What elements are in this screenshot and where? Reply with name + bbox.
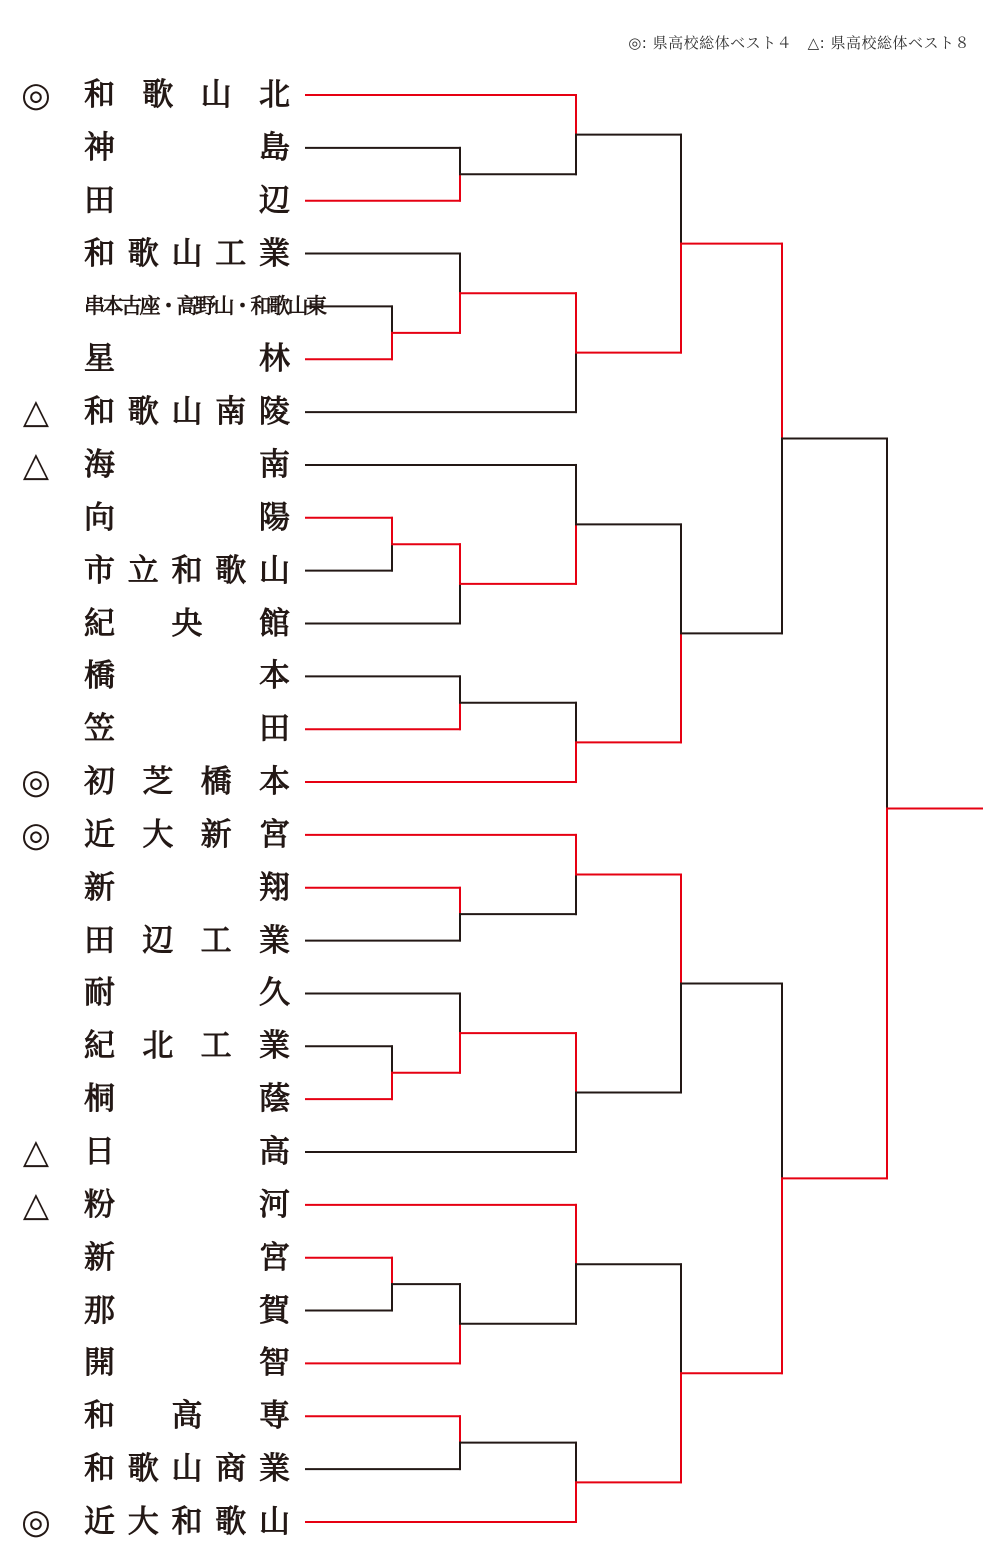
team-name: 日 高 (84, 1134, 290, 1170)
team-name: 海 南 (84, 446, 290, 483)
team-name: 和 高 専 (84, 1398, 290, 1435)
team-name: 新 宮 (84, 1239, 290, 1276)
team-name: 和 歌 山 南 陵 (84, 394, 290, 431)
seed-mark: ◎ (21, 1501, 51, 1542)
seed-mark: △ (22, 1132, 50, 1172)
team-name: 和 歌 山 北 (84, 77, 290, 113)
seed-mark: ◎ (21, 75, 51, 115)
team-name: 新 翔 (84, 869, 290, 906)
seed-mark: △ (22, 1184, 50, 1225)
team-name: 初 芝 橋 本 (84, 764, 290, 801)
team-name: 市 立 和 歌 山 (84, 552, 290, 589)
team-name: 近 大 和 歌 山 (84, 1503, 290, 1540)
team-name: 橋 本 (84, 658, 290, 695)
team-name: 串本古座・高野山・和歌山東 (84, 294, 325, 319)
team-name: 粉 河 (84, 1186, 290, 1223)
team-name: 田 辺 工 業 (84, 922, 290, 959)
team-name: 笠 田 (84, 711, 290, 748)
team-name: 近 大 新 宮 (84, 816, 290, 853)
seed-mark: △ (22, 444, 50, 485)
team-name: 開 智 (84, 1345, 290, 1382)
team-name: 向 陽 (84, 499, 290, 536)
seed-mark: ◎ (21, 762, 51, 803)
seed-mark: △ (22, 392, 50, 433)
team-name: 耐 久 (84, 975, 290, 1012)
legend: ◎: 県高校総体ベスト４ △: 県高校総体ベスト８ (628, 34, 970, 52)
team-name: 和 歌 山 工 業 (84, 235, 290, 272)
team-name: 神 島 (84, 129, 290, 166)
team-name: 紀 央 館 (84, 605, 290, 642)
seed-mark: ◎ (21, 814, 51, 855)
team-name: 星 林 (84, 341, 290, 378)
team-name: 紀 北 工 業 (84, 1028, 290, 1065)
team-name: 田 辺 (84, 182, 290, 219)
team-name: 桐 蔭 (84, 1081, 290, 1118)
team-name: 那 賀 (84, 1292, 290, 1329)
team-name: 和 歌 山 商 業 (84, 1451, 290, 1488)
